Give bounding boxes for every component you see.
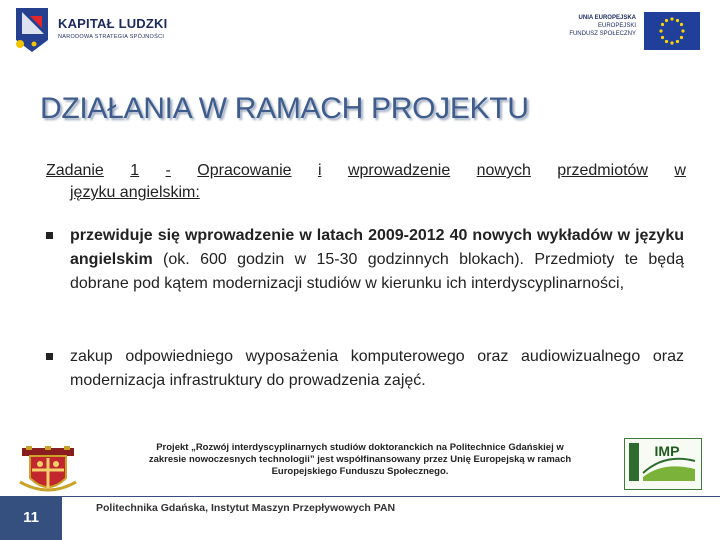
bullet-rest: (ok. 600 godzin w 15-30 godzinnych blokach). Przedmioty te będą dobrane pod kątem modernizacji studiów w kierunku ich interdyscyplinarności, xyxy=(70,251,684,292)
bullet-item xyxy=(46,224,684,296)
task-word: 1 xyxy=(130,162,140,179)
header xyxy=(0,0,720,70)
kapital-ludzki-text xyxy=(58,17,167,40)
eu-line1: UNIA EUROPEJSKA xyxy=(578,15,636,21)
kl-subtitle: NARODOWA STRATEGIA SPÓJNOŚCI xyxy=(58,34,165,40)
task-word: i xyxy=(317,162,322,179)
task-line2: języku angielskim: xyxy=(70,184,200,201)
eu-line2: EUROPEJSKI xyxy=(597,23,636,29)
eu-line3: FUNDUSZ SPOŁECZNY xyxy=(569,31,636,37)
page-title: DZIAŁANIA W RAMACH PROJEKTU xyxy=(40,92,529,125)
project-info xyxy=(118,442,602,492)
project-line1: Projekt „Rozwój interdyscyplinarnych studiów doktoranckich na Politechnice Gdańskiej w xyxy=(156,442,564,453)
bullet-item xyxy=(46,345,684,393)
page-number: 11 xyxy=(0,496,62,540)
bullet-bold: przewiduje się wprowadzenie w latach 2009-2012 40 nowych wykładów w języku angielskim xyxy=(70,227,684,268)
bullet-text xyxy=(70,224,684,296)
imp-logo-graphic xyxy=(625,439,701,489)
bullet-rest: zakup odpowiedniego wyposażenia komputerowego oraz audiowizualnego oraz modernizacja infrastruktury do prowadzenia zajęć. xyxy=(70,348,684,389)
task-word: Zadanie xyxy=(46,162,104,179)
task-word: Opracowanie xyxy=(197,162,292,179)
task-word: wprowadzenie xyxy=(347,162,451,179)
project-line3: Europejskiego Funduszu Społecznego. xyxy=(271,466,449,477)
kapital-ludzki-logo xyxy=(8,4,56,56)
footer xyxy=(0,438,720,540)
task-word: nowych xyxy=(476,162,531,179)
task-line1 xyxy=(46,160,686,182)
imp-logo xyxy=(624,438,702,490)
task-word: przedmiotów xyxy=(557,162,648,179)
bullet-text xyxy=(70,345,684,393)
footer-divider xyxy=(62,496,720,497)
university-crest xyxy=(18,446,78,498)
bullet-icon xyxy=(46,353,53,360)
task-word: w xyxy=(674,162,686,179)
imp-label: IMP xyxy=(654,443,680,459)
bullet-icon xyxy=(46,232,53,239)
project-line2: zakresie nowoczesnych technologii” jest współfinansowany przez Unię Europejską w ramach xyxy=(148,454,572,465)
kl-title: KAPITAŁ LUDZKI xyxy=(58,16,168,31)
task-heading xyxy=(46,160,686,204)
eu-flag-icon xyxy=(644,12,700,50)
institution-name: Politechnika Gdańska, Instytut Maszyn Przepływowych PAN xyxy=(96,502,396,514)
task-word: - xyxy=(165,162,171,179)
eu-text xyxy=(548,14,636,38)
